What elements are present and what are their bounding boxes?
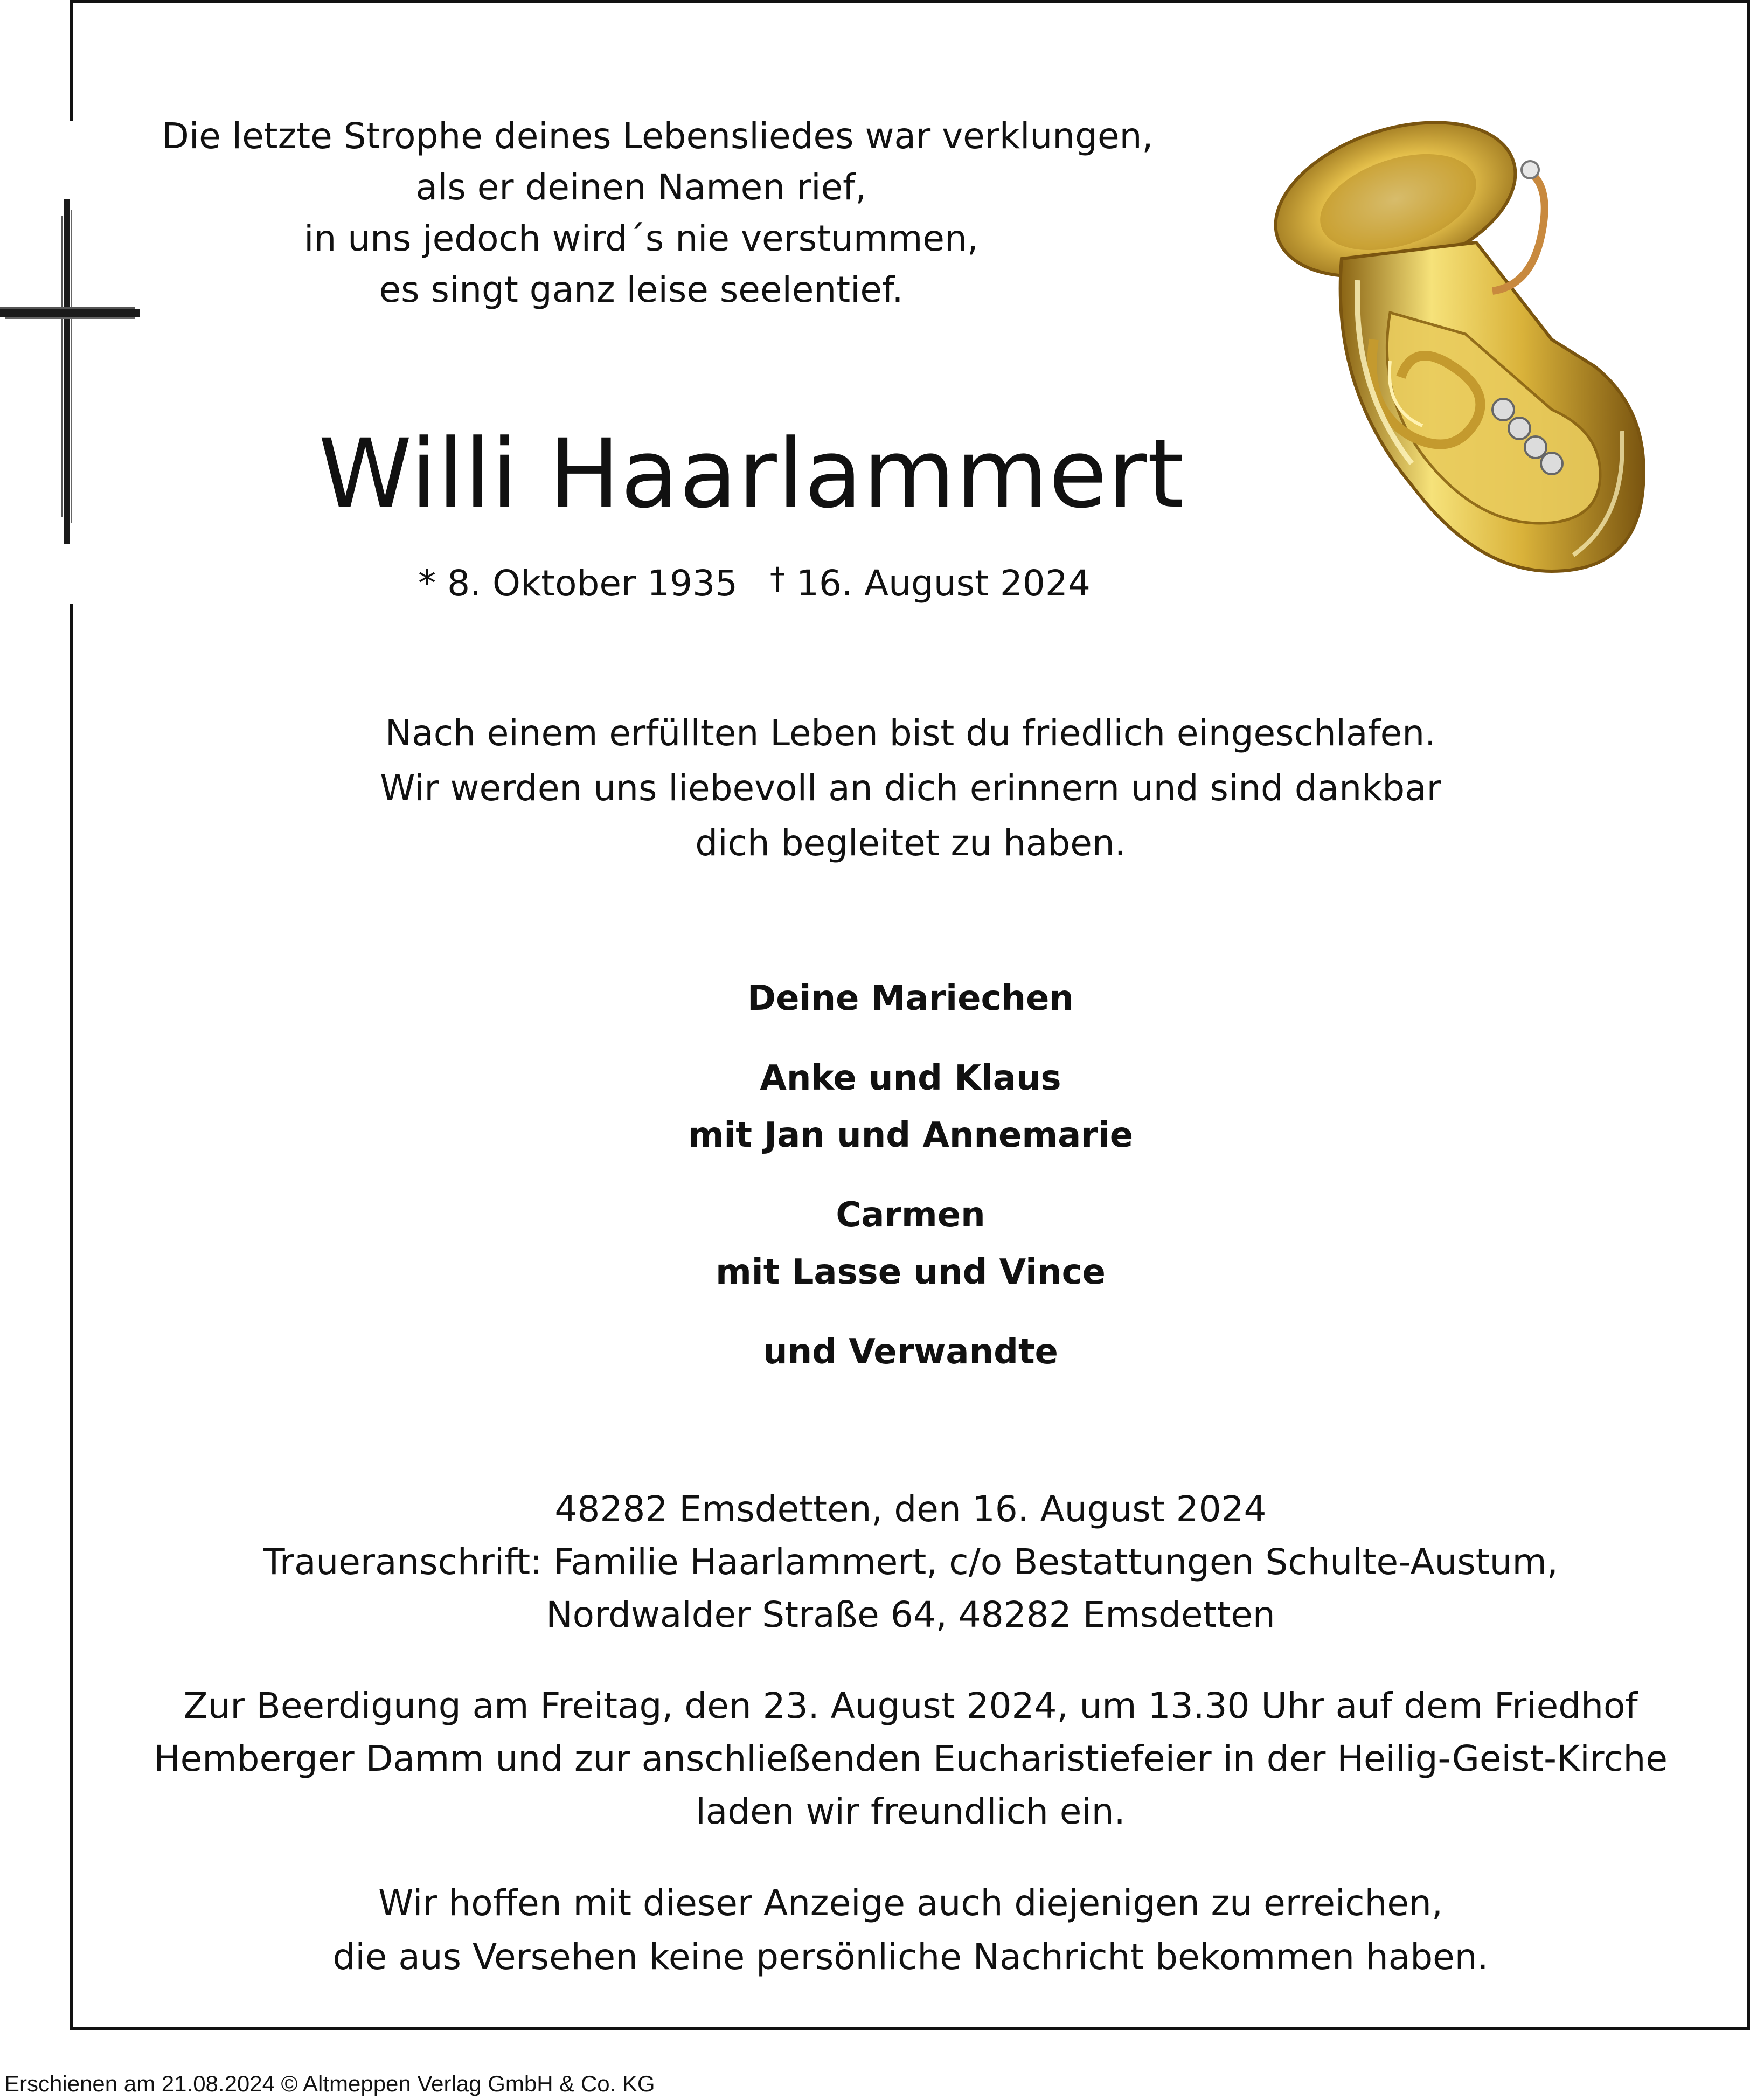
- mourner-name: Anke und Klaus: [760, 1058, 1061, 1098]
- funeral-line: Zur Beerdigung am Freitag, den 23. August 2024, um 13.30 Uhr auf dem Friedhof: [183, 1685, 1638, 1727]
- frame-right-border: [1747, 0, 1750, 2030]
- cross-icon: [0, 194, 140, 550]
- tuba-illustration: [1250, 108, 1670, 614]
- mourner-name: mit Jan und Annemarie: [688, 1115, 1134, 1155]
- funeral-line: Hemberger Damm und zur anschließenden Eucharistiefeier in der Heilig-Geist-Kirche: [154, 1738, 1668, 1779]
- mourner-name: Deine Mariechen: [747, 979, 1074, 1018]
- mourner-name: mit Lasse und Vince: [716, 1252, 1106, 1292]
- address-line: 48282 Emsdetten, den 16. August 2024: [554, 1488, 1267, 1530]
- mourner-name: und Verwandte: [763, 1332, 1058, 1372]
- frame-top-border: [70, 0, 1750, 3]
- funeral-line: laden wir freundlich ein.: [696, 1791, 1126, 1832]
- funeral-details: [81, 1680, 1740, 1838]
- intro-text: [162, 706, 1659, 871]
- frame-left-border-upper: [70, 0, 73, 121]
- frame-left-border-lower: [70, 604, 73, 2030]
- mourner-group: [162, 1323, 1659, 1381]
- verse-line: Die letzte Strophe deines Lebensliedes war verklungen,: [162, 115, 1154, 157]
- intro-line: Nach einem erfüllten Leben bist du friedlich eingeschlafen.: [385, 712, 1436, 754]
- closing-line: die aus Versehen keine persönliche Nachricht bekommen haben.: [332, 1936, 1489, 1978]
- closing-line: Wir hoffen mit dieser Anzeige auch diejenigen zu erreichen,: [378, 1882, 1443, 1924]
- deceased-name: Willi Haarlammert: [318, 419, 1185, 529]
- birth-date: * 8. Oktober 1935: [418, 563, 738, 604]
- publication-footer: Erschienen am 21.08.2024 © Altmeppen Verlag GmbH & Co. KG: [4, 2071, 655, 2096]
- address-line: Nordwalder Straße 64, 48282 Emsdetten: [546, 1594, 1275, 1635]
- life-dates: [323, 558, 1185, 612]
- verse-block: [162, 110, 1154, 315]
- verse-line: in uns jedoch wird´s nie verstummen,: [304, 218, 978, 259]
- verse-line: als er deinen Namen rief,: [415, 167, 867, 208]
- mourner-group: [162, 1050, 1659, 1164]
- death-date: 16. August 2024: [796, 563, 1091, 604]
- frame-bottom-border: [70, 2027, 1750, 2030]
- mourners-list: [162, 970, 1659, 1403]
- address-line: Traueranschrift: Familie Haarlammert, c/o Bestattungen Schulte-Austum,: [263, 1541, 1558, 1583]
- mourner-group: [162, 970, 1659, 1027]
- dagger-icon: †: [770, 562, 786, 597]
- mourner-name: Carmen: [836, 1195, 985, 1235]
- intro-line: dich begleitet zu haben.: [695, 822, 1126, 864]
- intro-line: Wir werden uns liebevoll an dich erinnern und sind dankbar: [380, 767, 1441, 809]
- address-block: [108, 1483, 1713, 1641]
- mourner-group: [162, 1187, 1659, 1301]
- verse-line: es singt ganz leise seelentief.: [379, 269, 904, 310]
- closing-note: [108, 1876, 1713, 1984]
